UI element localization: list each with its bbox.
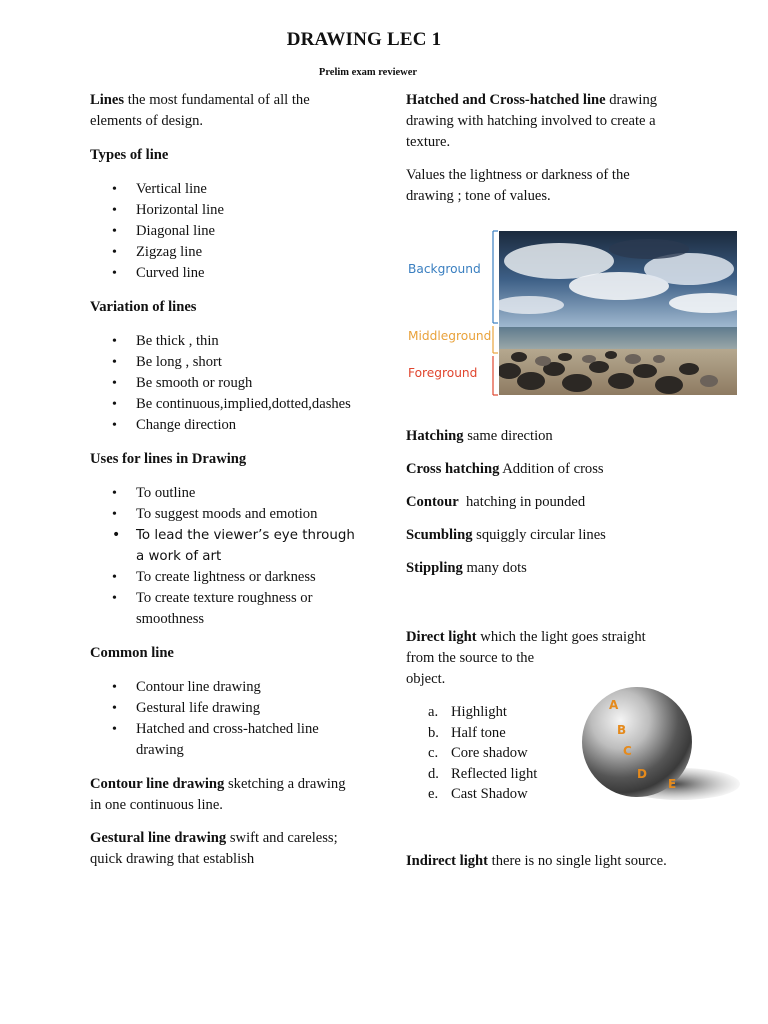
shaded-sphere-figure (575, 680, 740, 805)
depth-planes-figure (406, 229, 738, 397)
common-list (90, 677, 360, 761)
page-subtitle: Prelim exam reviewer (318, 67, 418, 78)
direct-term: Direct light (406, 629, 477, 645)
list-item: b. Half tone (428, 724, 506, 741)
sphere-label-c: C (623, 744, 632, 758)
plane-divider-ticks (492, 229, 498, 397)
list-item: • To outline (90, 483, 360, 504)
beach-photo (499, 231, 737, 395)
list-item: • Vertical line (90, 179, 360, 200)
gestural-def: swift and careless; quick drawing that establish (90, 830, 338, 867)
contour-term: Contour line drawing (90, 776, 225, 792)
lines-term: Lines (90, 92, 125, 108)
middleground-label: Middleground (408, 329, 492, 343)
list-item: • Be smooth or rough (90, 373, 360, 394)
technique-scumbling: Scumbling squiggly circular lines (406, 527, 606, 543)
list-item: • Be thick , thin (90, 331, 360, 352)
technique-contour: Contour hatching in pounded (406, 494, 586, 510)
list-item: • Curved line (90, 263, 360, 284)
indirect-light-definition (406, 851, 746, 872)
uses-list (90, 483, 360, 630)
variation-heading: Variation of lines (90, 299, 197, 315)
sphere-label-a: A (609, 698, 619, 712)
list-item: • Gestural life drawing (90, 698, 360, 719)
list-item: • To lead the viewer’s eye through a work of art (90, 525, 360, 567)
list-item: e. Cast Shadow (428, 786, 528, 803)
hatched-definition (406, 90, 676, 153)
hatched-def: drawing drawing with hatching involved to create a texture. (406, 92, 658, 150)
list-item: c. Core shadow (428, 745, 528, 762)
list-item: • Change direction (90, 415, 360, 436)
list-item: • Zigzag line (90, 242, 360, 263)
left-column (90, 90, 360, 870)
list-item: • Be continuous,implied,dotted,dashes (90, 394, 360, 415)
background-label: Background (408, 262, 481, 276)
indirect-def: there is no single light source. (488, 853, 667, 869)
list-item: • To create texture roughness or smoothness (90, 588, 360, 630)
techniques-block (406, 426, 736, 579)
hatched-term: Hatched and Cross-hatched line (406, 92, 606, 108)
types-list (90, 179, 360, 284)
list-item: • Horizontal line (90, 200, 360, 221)
indirect-term: Indirect light (406, 853, 489, 869)
lines-def: the most fundamental of all the elements of design. (90, 92, 310, 129)
technique-stippling: Stippling many dots (406, 560, 527, 576)
foreground-label: Foreground (408, 366, 478, 380)
direct-def: which the light goes straight from the source to the (406, 629, 646, 666)
direct-light-definition (406, 627, 666, 669)
gestural-term: Gestural line drawing (90, 830, 227, 846)
sphere-label-e: E (668, 777, 677, 791)
types-heading: Types of line (90, 147, 169, 163)
list-item: • Be long , short (90, 352, 360, 373)
list-item: • To suggest moods and emotion (90, 504, 360, 525)
page-title: DRAWING LEC 1 (286, 29, 442, 50)
light-parts-block (406, 702, 576, 805)
technique-hatching: Hatching same direction (406, 428, 553, 444)
sphere-drawing (575, 680, 740, 805)
list-item: d. Reflected light (428, 765, 538, 782)
gestural-definition (90, 828, 360, 870)
uses-heading: Uses for lines in Drawing (90, 451, 247, 467)
common-heading: Common line (90, 645, 174, 661)
list-item: • Contour line drawing (90, 677, 360, 698)
indirect-light-block (406, 851, 746, 872)
contour-definition (90, 774, 360, 816)
lines-definition (90, 90, 360, 132)
direct-light-object: object. (406, 671, 446, 687)
sphere-label-d: D (637, 767, 647, 781)
technique-cross-hatching: Cross hatching Addition of cross (406, 461, 604, 477)
sphere-label-b: B (617, 723, 627, 737)
right-column (406, 90, 736, 207)
values-definition: Values the lightness or darkness of the drawing ; tone of values. (406, 167, 630, 204)
variation-list (90, 331, 360, 436)
light-parts-list (406, 702, 576, 805)
list-item: • Diagonal line (90, 221, 360, 242)
list-item: a. Highlight (428, 704, 507, 720)
list-item: • To create lightness or darkness (90, 567, 360, 588)
contour-def: sketching a drawing in one continuous line. (90, 776, 346, 813)
list-item: • Hatched and cross-hatched line drawing (90, 719, 360, 761)
